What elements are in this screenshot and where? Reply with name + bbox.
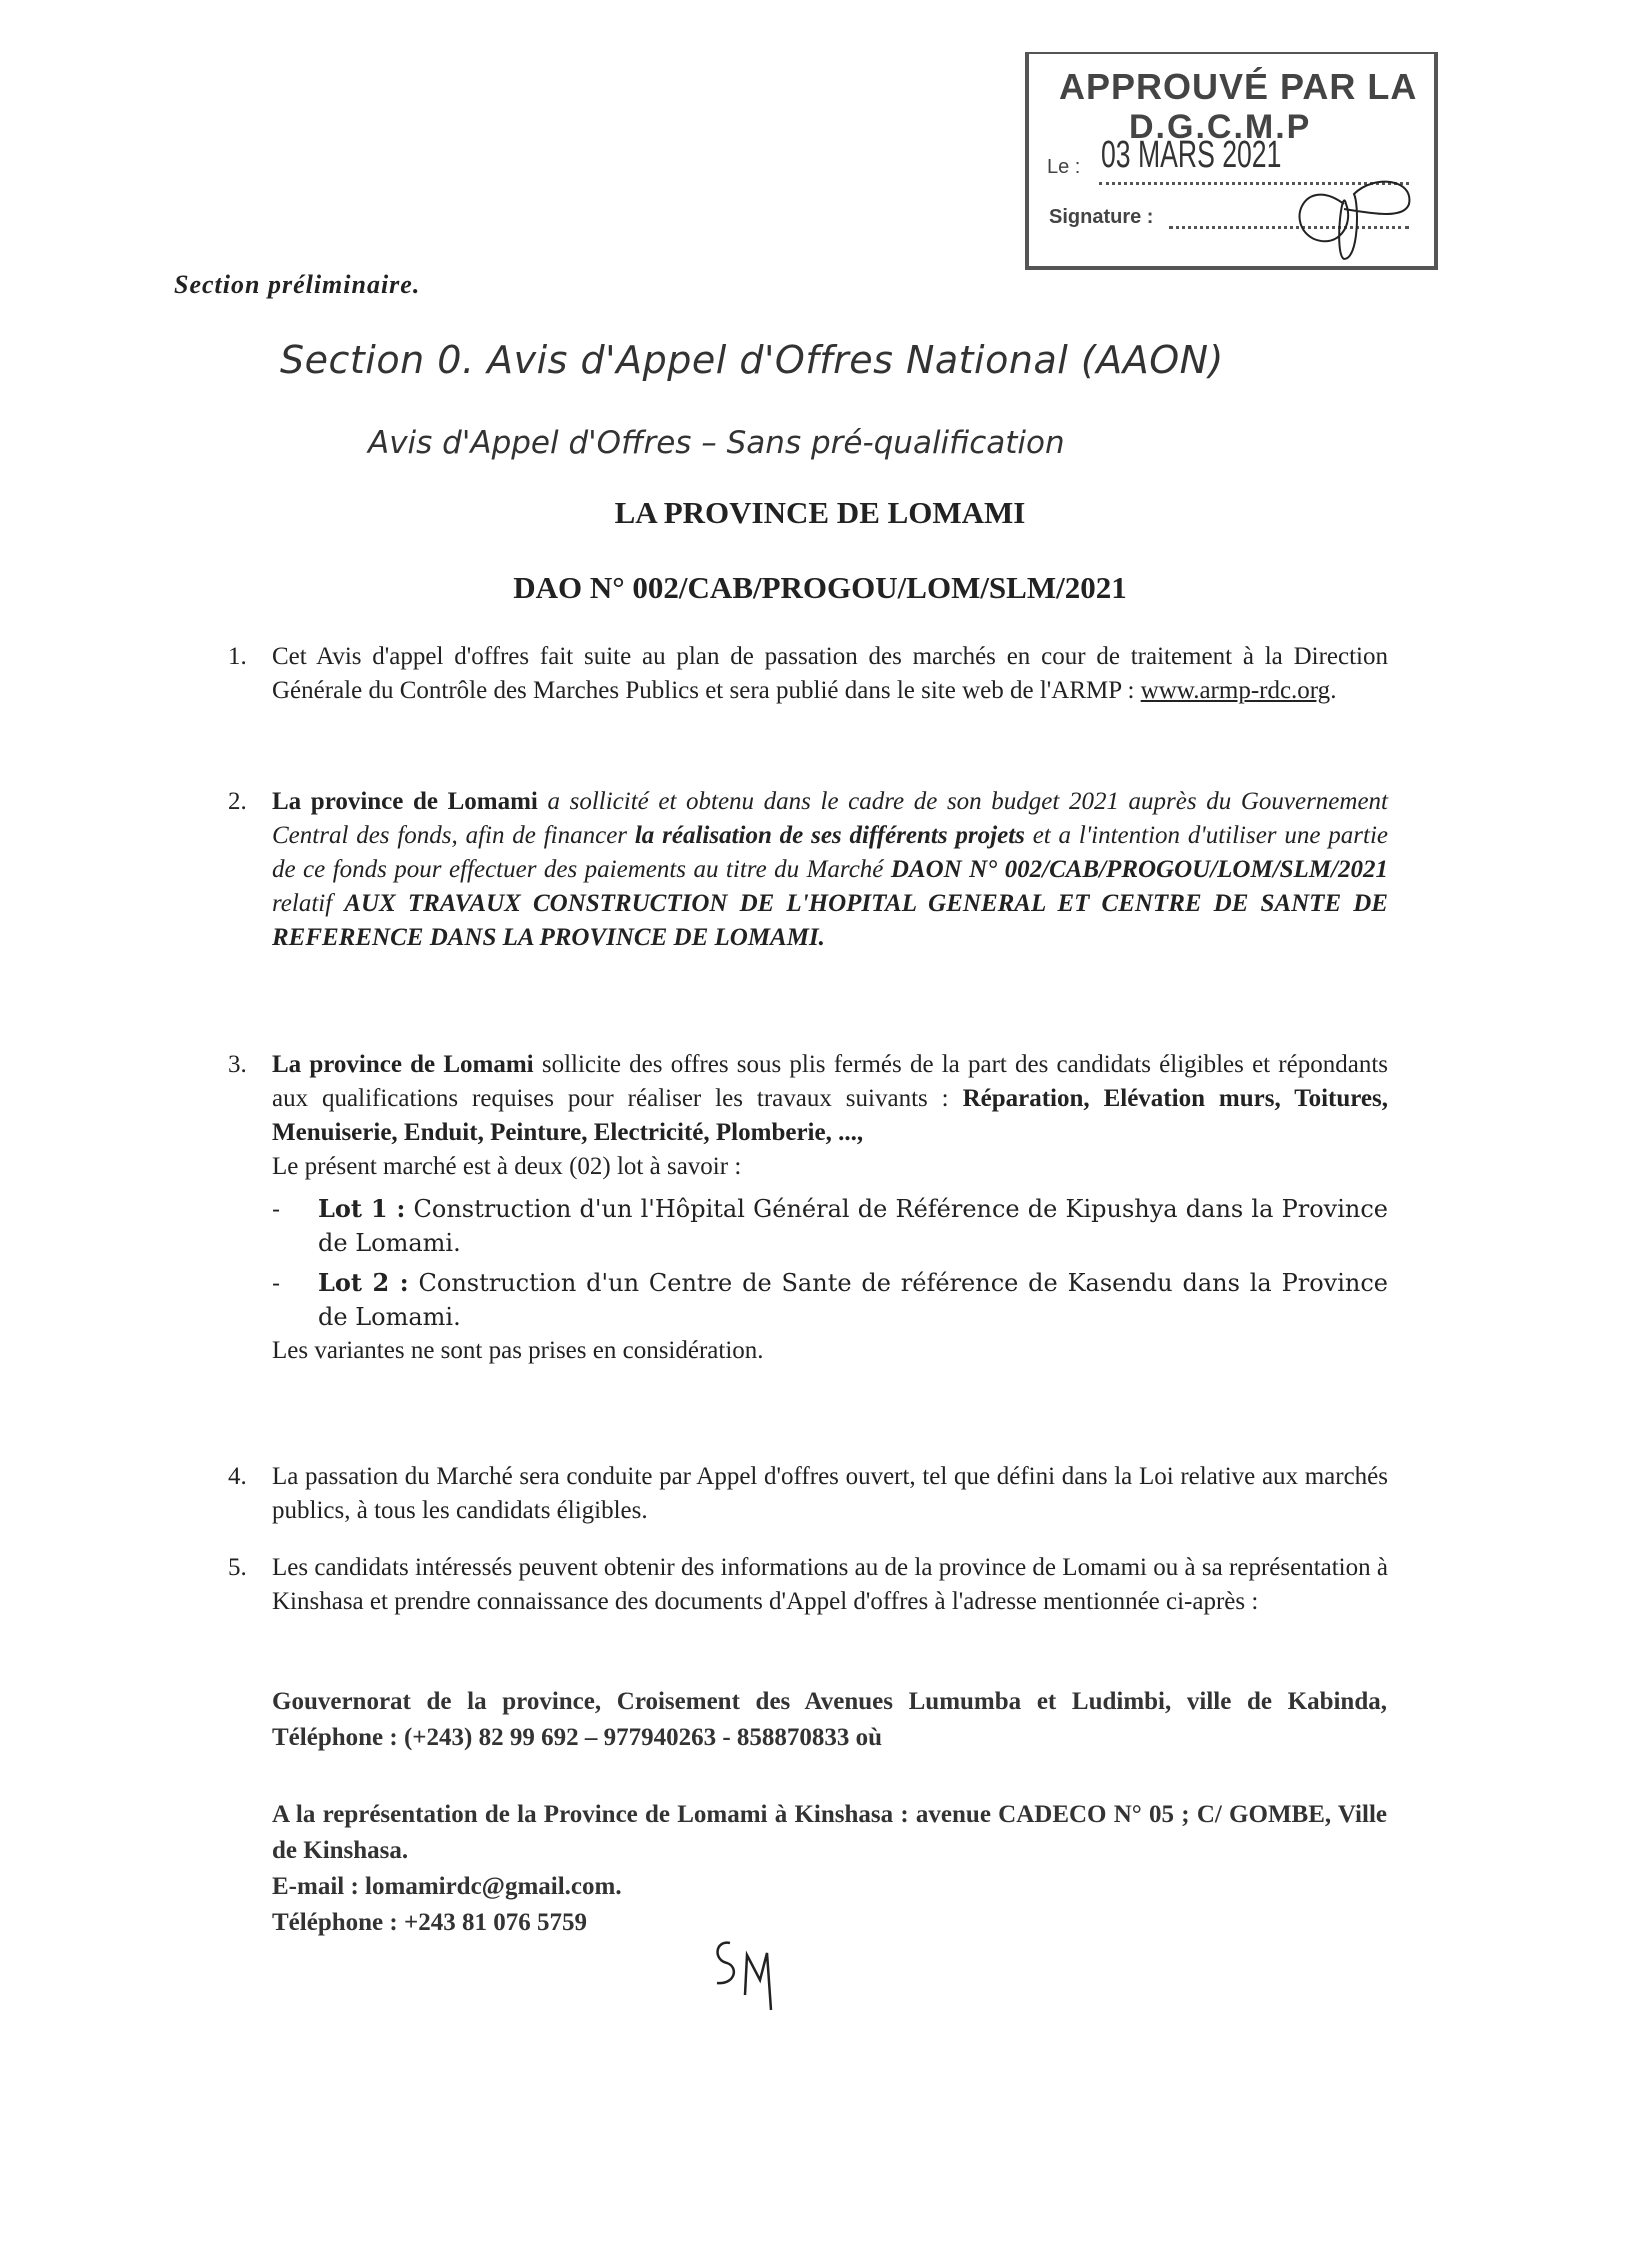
item-text: Les candidats intéressés peuvent obtenir des informations au de la province de Lomami ou à sa représentation à Kinshasa et prendre connaissance des documents d'Appel d'offres à l'adresse mentionnée ci-après :	[272, 1554, 1388, 1615]
item-text: relatif	[272, 890, 345, 917]
section-subtitle: Avis d'Appel d'Offres – Sans pré-qualification	[368, 425, 1065, 461]
item-text: La passation du Marché sera conduite par Appel d'offres ouvert, tel que défini dans la Loi relative aux marchés publics, à tous les candidats éligibles.	[272, 1463, 1388, 1524]
item-number: 1.	[228, 643, 247, 670]
item-1	[228, 640, 1388, 708]
email-link[interactable]: lomamirdc@gmail.com	[365, 1873, 616, 1900]
email-end: .	[615, 1873, 622, 1900]
kinshasa-representation	[272, 1797, 1387, 1941]
item-number: 3.	[228, 1051, 247, 1078]
item-text: et a l'intention d'utiliser une partie de ce fonds pour effectuer des paiements au titre du Marché	[272, 822, 1388, 883]
item-3	[228, 1048, 1388, 1368]
item-2	[228, 785, 1388, 955]
item-text-bold: La province de Lomami	[272, 788, 538, 815]
item-text: Cet Avis d'appel d'offres fait suite au plan de passation des marchés en cour de traitement à la Direction Générale du Contrôle des Marches Publics et sera publié dans le site web de l'ARMP :	[272, 643, 1388, 704]
lots-intro: Le présent marché est à deux (02) lot à savoir :	[272, 1153, 742, 1180]
item-4	[228, 1460, 1388, 1528]
lot-label: Lot 2 :	[318, 1268, 409, 1297]
lot-label: Lot 1 :	[318, 1194, 406, 1223]
item-text: sollicite des offres sous plis fermés de la part des candidats éligibles et répondants aux qualifications requises pour réaliser les travaux suivants :	[272, 1051, 1388, 1112]
lot-text: Construction d'un l'Hôpital Général de Référence de Kipushya dans la Province de Lomami.	[318, 1195, 1388, 1257]
item-5	[228, 1551, 1388, 1619]
preliminary-section-label: Section préliminaire.	[174, 270, 421, 299]
lot-dash: -	[272, 1269, 281, 1297]
stamp-date-label: Le :	[1047, 156, 1081, 178]
item-text-bold: AUX TRAVAUX CONSTRUCTION DE L'HOPITAL GENERAL ET CENTRE DE SANTE DE REFERENCE DANS LA PROVINCE DE LOMAMI.	[272, 890, 1388, 951]
approval-stamp	[1025, 52, 1438, 270]
stamp-signature-label: Signature :	[1049, 206, 1154, 228]
item-number: 2.	[228, 788, 247, 815]
stamp-date-value: 03 MARS 2021	[1101, 134, 1282, 176]
dao-number-heading: DAO N° 002/CAB/PROGOU/LOM/SLM/2021	[513, 570, 1127, 605]
item-number: 4.	[228, 1463, 247, 1490]
stamp-signature-scribble	[1284, 164, 1424, 264]
item-number: 5.	[228, 1554, 247, 1581]
lot-text: Construction d'un Centre de Sante de référence de Kasendu dans la Province de Lomami.	[318, 1269, 1388, 1331]
email-label: E-mail :	[272, 1873, 366, 1900]
lot-dash: -	[272, 1195, 281, 1223]
variants-note: Les variantes ne sont pas prises en considération.	[272, 1337, 764, 1364]
phone: Téléphone : +243 81 076 5759	[272, 1909, 587, 1936]
governorate-address: Gouvernorat de la province, Croisement des Avenues Lumumba et Ludimbi, ville de Kabinda, Téléphone : (+243) 82 99 692 – 977940263 - 858870833 où	[272, 1688, 1387, 1751]
stamp-line1: APPROUVÉ PAR LA	[1059, 66, 1418, 107]
works-list: Réparation, Elévation murs, Toitures, Menuiserie, Enduit, Peinture, Electricité, Plomberie, ...,	[272, 1085, 1388, 1146]
armp-website-link[interactable]: www.armp-rdc.org	[1140, 677, 1331, 704]
stamp-line2: D.G.C.M.P	[1129, 108, 1312, 146]
province-heading: LA PROVINCE DE LOMAMI	[614, 495, 1026, 530]
lot-1	[272, 1192, 1388, 1260]
item-text-end: .	[1330, 677, 1337, 704]
item-text: a sollicité et obtenu dans le cadre de son budget 2021 auprès du Gouvernement Central des fonds, afin de financer	[272, 788, 1388, 849]
handwritten-initials	[705, 1935, 795, 2015]
representation-address: A la représentation de la Province de Lomami à Kinshasa : avenue CADECO N° 05 ; C/ GOMBE, Ville de Kinshasa.	[272, 1801, 1387, 1864]
item-text-bold: la réalisation de ses différents projets	[634, 822, 1025, 849]
lot-2	[272, 1266, 1388, 1334]
item-text-bold: DAON N° 002/CAB/PROGOU/LOM/SLM/2021	[890, 856, 1389, 883]
section-title: Section 0. Avis d'Appel d'Offres National (AAON)	[280, 338, 1224, 382]
item-text-bold: La province de Lomami	[272, 1051, 534, 1078]
